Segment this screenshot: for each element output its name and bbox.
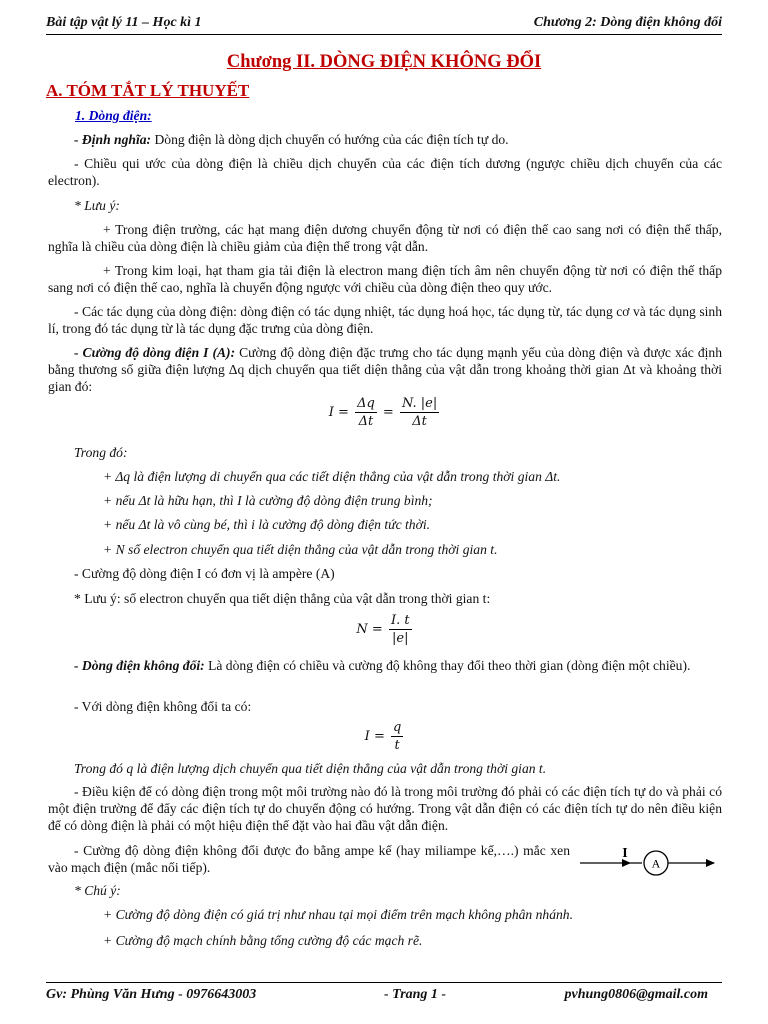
condition-paragraph: - Điều kiện để có dòng điện trong một môi trường nào đó là trong môi trường đó phải có các điện tích tự do và phải có một điện trường để đẩy các điện tích tự do chuyển động có hướng. Trong vật dẫn điện có các điện tích tự do nên điều kiện để có dòng điện là phải có một hiệu điện thế đặt vào hai đầu vật dẫn điện. [48,784,722,833]
definition-label: - Định nghĩa: [74,132,152,147]
formula-current: I = $\frac{\Delta q}{\Delta t}$ = $\frac{N. |e|}{\Delta t}$ [328,396,438,429]
intensity-text: Cường độ dòng điện đặc trưng cho tác dụng mạnh yếu của dòng điện và được xác định bằng thương số giữa điện lượng Δq dịch chuyển qua tiết diện thẳng của vật dẫn trong khoảng thời gian Δt và khoảng thời gian đó: [48,345,722,394]
definition-paragraph [74,131,722,148]
note-1-label: * Lưu ý: [74,198,120,213]
note-1-item-b: + Trong kim loại, hạt tham gia tải điện là electron mang điện tích âm nên chuyển động từ nơi có điện thế thấp sang nơi có điện thế cao, nghĩa là chuyển động ngược với chiều của dòng điện theo quy ước. [48,263,722,295]
measure-paragraph: - Cường độ dòng điện không đổi được đo bằng ampe kế (hay miliampe kế,….) mắc xen vào mạch điện (mắc nối tiếp). [48,843,570,875]
direction-paragraph: - Chiều qui ước của dòng điện là chiều dịch chuyển của các điện tích dương (ngược chiều dịch chuyển của các electron). [48,156,722,188]
note-2: * Lưu ý: số electron chuyển qua tiết diện thẳng của vật dẫn trong thời gian t: [74,591,491,606]
chapter-title: Chương II. DÒNG ĐIỆN KHÔNG ĐỔI [226,52,542,72]
intensity-paragraph [48,344,722,395]
where-item: + nếu Δt là vô cùng bé, thì i là cường độ dòng điện tức thời. [103,517,431,532]
ammeter-label: A [651,856,661,871]
note-1-item-a: + Trong điện trường, các hạt mang điện dương chuyển động từ nơi có điện thế cao sang nơi có điện thế thấp, nghĩa là chiều của dòng điện là chiều giảm của điện thế trong vật dẫn. [48,222,722,254]
dc-paragraph [48,657,722,674]
page-footer [46,982,722,1009]
dc-label: - Dòng điện không đổi: [74,658,205,673]
note-3-item: + Cường độ dòng điện có giá trị như nhau tại mọi điểm trên mạch không phân nhánh. [103,907,573,922]
where-label: Trong đó: [74,445,128,460]
where-item: + nếu Δt là hữu hạn, thì I là cường độ dòng điện trung bình; [103,493,433,508]
definition-text: Dòng điện là dòng dịch chuyển có hướng của các điện tích tự do. [151,132,509,147]
intensity-label: - Cường độ dòng điện I (A): [74,345,236,360]
note-3-label: * Chú ý: [74,883,121,898]
formula-dc: I = $\frac{q}{t}$ [364,720,402,753]
unit-paragraph: - Cường độ dòng điện I có đơn vị là ampère (A) [74,566,335,581]
where-item: + N số electron chuyển qua tiết diện thẳng của vật dẫn trong thời gian t. [103,542,498,557]
footer-email: pvhung0806@gmail.com [564,987,708,1002]
dc-with: - Với dòng điện không đổi ta có: [74,699,252,714]
page-header [46,12,722,35]
q-where: Trong đó q là điện lượng dịch chuyển qua tiết diện thẳng của vật dẫn trong thời gian t. [74,761,547,776]
note-3-item: + Cường độ mạch chính bằng tổng cường độ các mạch rẽ. [103,933,423,948]
subsection-1-heading: 1. Dòng điện: [75,108,152,123]
dc-text: Là dòng điện có chiều và cường độ không thay đổi theo thời gian (dòng điện một chiều). [204,658,691,673]
header-right: Chương 2: Dòng điện không đổi [533,15,722,30]
footer-page-number: - Trang 1 - [384,987,447,1002]
circuit-end-arrow [706,859,715,867]
current-label: I [622,846,628,861]
where-item: + Δq là điện lượng di chuyển qua các tiết diện thẳng của vật dẫn trong thời gian Δt. [103,469,561,484]
ammeter-circuit-diagram [578,846,718,880]
footer-author: Gv: Phùng Văn Hưng - 0976643003 [46,987,257,1002]
formula-electron-count: N = $\frac{I. t}{|e|}$ [356,613,410,646]
effects-paragraph: - Các tác dụng của dòng điện: dòng điện có tác dụng nhiệt, tác dụng hoá học, tác dụng từ, tác dụng cơ và tác dụng sinh lí, trong đó tác dụng từ là tác dụng đặc trưng của dòng điện. [48,304,722,336]
section-a-heading: A. TÓM TẮT LÝ THUYẾT [46,81,250,100]
header-left: Bài tập vật lý 11 – Học kì 1 [46,15,202,30]
